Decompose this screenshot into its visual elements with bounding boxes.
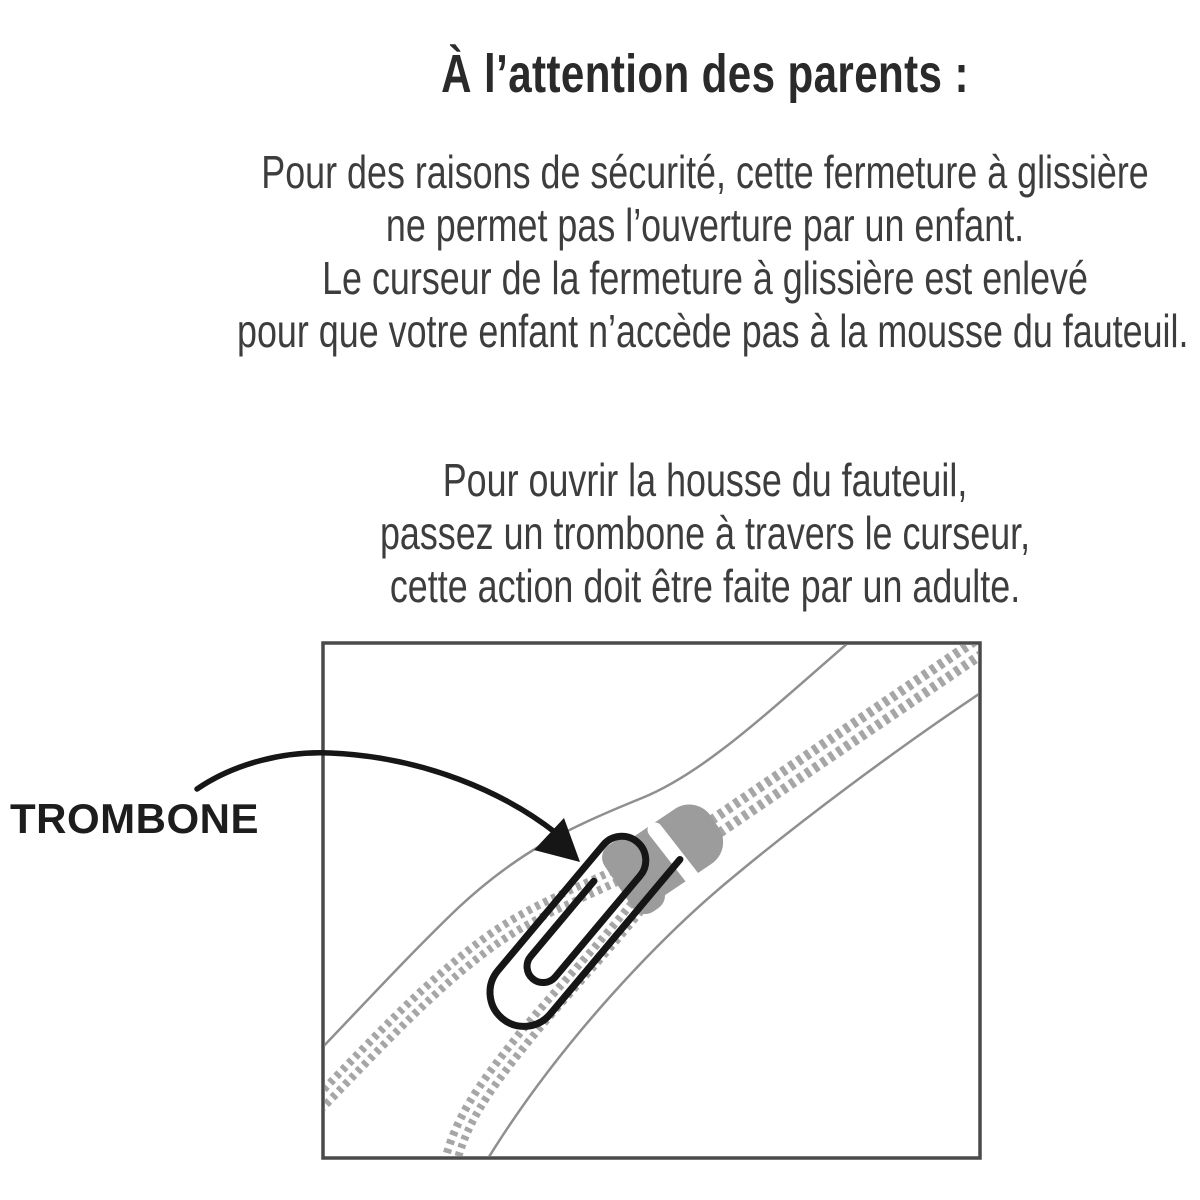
paragraph-line: Le curseur de la fermeture à glissière est enlevé	[322, 252, 1088, 304]
safety-paragraph	[145, 146, 1189, 358]
paragraph-line: ne permet pas l’ouverture par un enfant.	[385, 199, 1025, 251]
paragraph-line: passez un trombone à travers le curseur,	[379, 507, 1031, 559]
page-title: À l’attention des parents :	[441, 44, 969, 104]
paragraph-line: Pour des raisons de sécurité, cette fermeture à glissière	[261, 146, 1149, 198]
paragraph-line: Pour ouvrir la housse du fauteuil,	[442, 454, 968, 506]
paragraph-line: pour que votre enfant n’accède pas à la mousse du fauteuil.	[237, 305, 1189, 357]
trombone-label: TROMBONE	[10, 795, 259, 842]
zipper-diagram	[0, 620, 1200, 1200]
paragraph-line: cette action doit être faite par un adulte.	[389, 560, 1021, 612]
instructions-paragraph	[145, 454, 1173, 613]
